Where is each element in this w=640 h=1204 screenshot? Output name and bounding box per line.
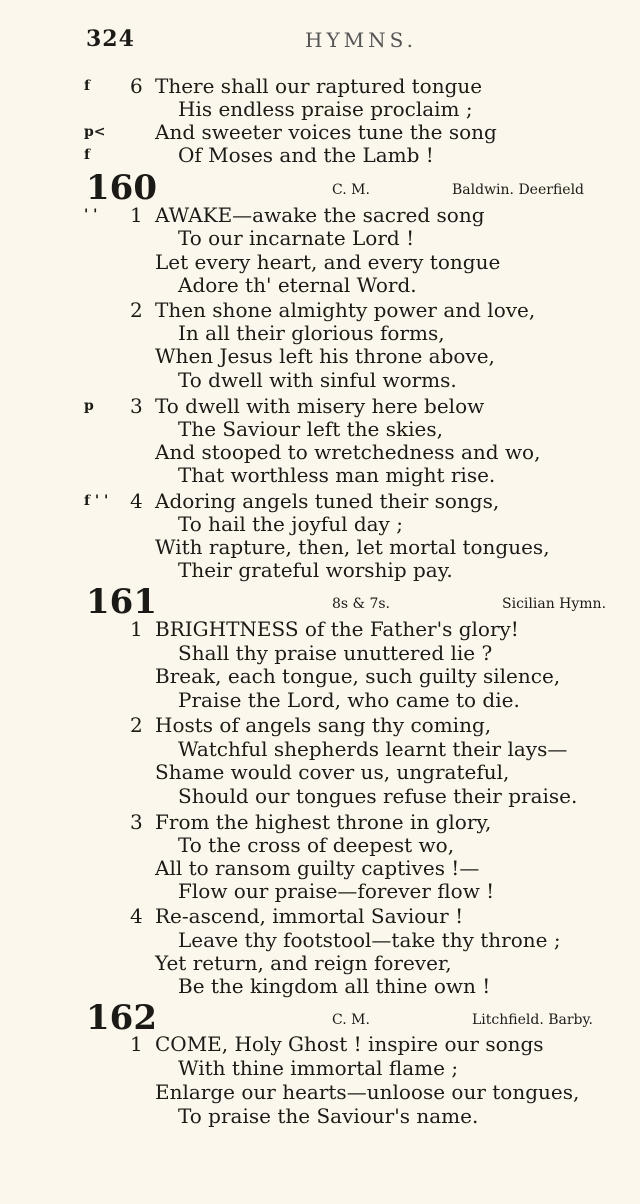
verse-line [0,440,640,464]
verse-number: 1 [130,1032,143,1056]
verse-text: Shall thy praise unuttered lie ? [178,641,493,665]
verse-number: 4 [130,489,143,513]
page-header [0,26,640,56]
verse-line [0,120,640,144]
verse-text: COME, Holy Ghost ! inspire our songs [155,1032,544,1056]
verse-line [0,617,640,641]
verse-line [0,737,640,761]
hymn-tune: Baldwin. Deerfield [452,182,585,198]
verse-text: To hail the joyful day ; [178,512,403,536]
hymn-number: 162 [86,998,157,1038]
verse-line [0,558,640,582]
verse-text: Flow our praise—forever flow ! [178,879,495,903]
verse-text: Shame would cover us, ungrateful, [155,760,510,784]
verse-text: All to ransom guilty captives !— [155,856,480,880]
verse-number: 3 [130,810,143,834]
verse-number: 3 [130,394,143,418]
verse-line [0,713,640,737]
hymn-number: 160 [86,168,157,208]
verse-line [0,321,640,345]
verse-text: Of Moses and the Lamb ! [178,143,434,167]
verse-line [0,226,640,250]
verse-number: 2 [130,298,143,322]
hymn-tune: Sicilian Hymn. [502,596,607,612]
verse-number: 2 [130,713,143,737]
hymn-meter: 8s & 7s. [332,596,390,612]
verse-text: That worthless man might rise. [178,463,496,487]
hymn-heading [0,170,640,206]
verse-line [0,974,640,998]
verse-line [0,97,640,121]
verse-line [0,368,640,392]
verse-text: With thine immortal flame ; [178,1056,459,1080]
verse-text: Watchful shepherds learnt their lays— [178,737,568,761]
verse-text: Their grateful worship pay. [178,558,453,582]
verse-line [0,143,640,167]
hymn-meter: C. M. [332,1012,370,1028]
verse-text: Praise the Lord, who came to die. [178,688,520,712]
verse-line [0,1056,640,1080]
verse-text: And stooped to wretchedness and wo, [155,440,541,464]
dynamic-mark: ' ' [84,207,98,223]
verse-line [0,535,640,559]
hymn-heading [0,1000,640,1036]
verse-line [0,664,640,688]
verse-text: Be the kingdom all thine own ! [178,974,491,998]
verse-line [0,856,640,880]
verse-line [0,810,640,834]
verse-line [0,463,640,487]
page-number: 324 [86,26,135,52]
verse-text: With rapture, then, let mortal tongues, [155,535,550,559]
verse-line [0,394,640,418]
verse-text: Leave thy footstool—take thy throne ; [178,928,561,952]
running-head: HYMNS. [305,28,417,52]
dynamic-mark: f [84,78,91,94]
dynamic-mark: f [84,147,91,163]
dynamic-mark: p< [84,124,106,140]
verse-line [0,298,640,322]
verse-line [0,951,640,975]
verse-text: BRIGHTNESS of the Father's glory! [155,617,519,641]
verse-line [0,512,640,536]
verse-line [0,74,640,98]
verse-text: Re-ascend, immortal Saviour ! [155,904,464,928]
verse-line [0,928,640,952]
verse-text: Adoring angels tuned their songs, [155,489,500,513]
verse-text: Adore th' eternal Word. [178,273,417,297]
verse-line [0,688,640,712]
verse-line [0,1104,640,1128]
verse-text: To dwell with sinful worms. [178,368,457,392]
verse-line [0,784,640,808]
verse-line [0,641,640,665]
verse-text: To the cross of deepest wo, [178,833,455,857]
verse-text: To praise the Saviour's name. [178,1104,479,1128]
verse-line [0,489,640,513]
verse-text: Hosts of angels sang thy coming, [155,713,492,737]
verse-text: Break, each tongue, such guilty silence, [155,664,561,688]
verse-line [0,879,640,903]
verse-text: To dwell with misery here below [155,394,485,418]
hymn-meter: C. M. [332,182,370,198]
verse-text: Then shone almighty power and love, [155,298,536,322]
verse-text: Yet return, and reign forever, [155,951,452,975]
verse-text: In all their glorious forms, [178,321,445,345]
verse-text: From the highest throne in glory, [155,810,492,834]
verse-line [0,1080,640,1104]
verse-text: When Jesus left his throne above, [155,344,495,368]
verse-number: 1 [130,617,143,641]
verse-number: 4 [130,904,143,928]
verse-number: 6 [130,74,143,98]
verse-text: Enlarge our hearts—unloose our tongues, [155,1080,580,1104]
verse-text: To our incarnate Lord ! [178,226,415,250]
verse-line [0,833,640,857]
verse-text: And sweeter voices tune the song [155,120,497,144]
verse-text: AWAKE—awake the sacred song [155,203,485,227]
verse-line [0,203,640,227]
verse-text: There shall our raptured tongue [155,74,483,98]
hymn-number: 161 [86,582,157,622]
dynamic-mark: p [84,398,94,414]
verse-number: 1 [130,203,143,227]
hymn-tune: Litchfield. Barby. [472,1012,594,1028]
verse-line [0,904,640,928]
hymn-heading [0,584,640,620]
verse-text: Let every heart, and every tongue [155,250,501,274]
verse-text: The Saviour left the skies, [178,417,443,441]
verse-line [0,417,640,441]
verse-line [0,760,640,784]
verse-text: His endless praise proclaim ; [178,97,473,121]
verse-line [0,273,640,297]
verse-line [0,1032,640,1056]
verse-text: Should our tongues refuse their praise. [178,784,578,808]
verse-line [0,344,640,368]
dynamic-mark: f ' ' [84,493,109,509]
verse-line [0,250,640,274]
